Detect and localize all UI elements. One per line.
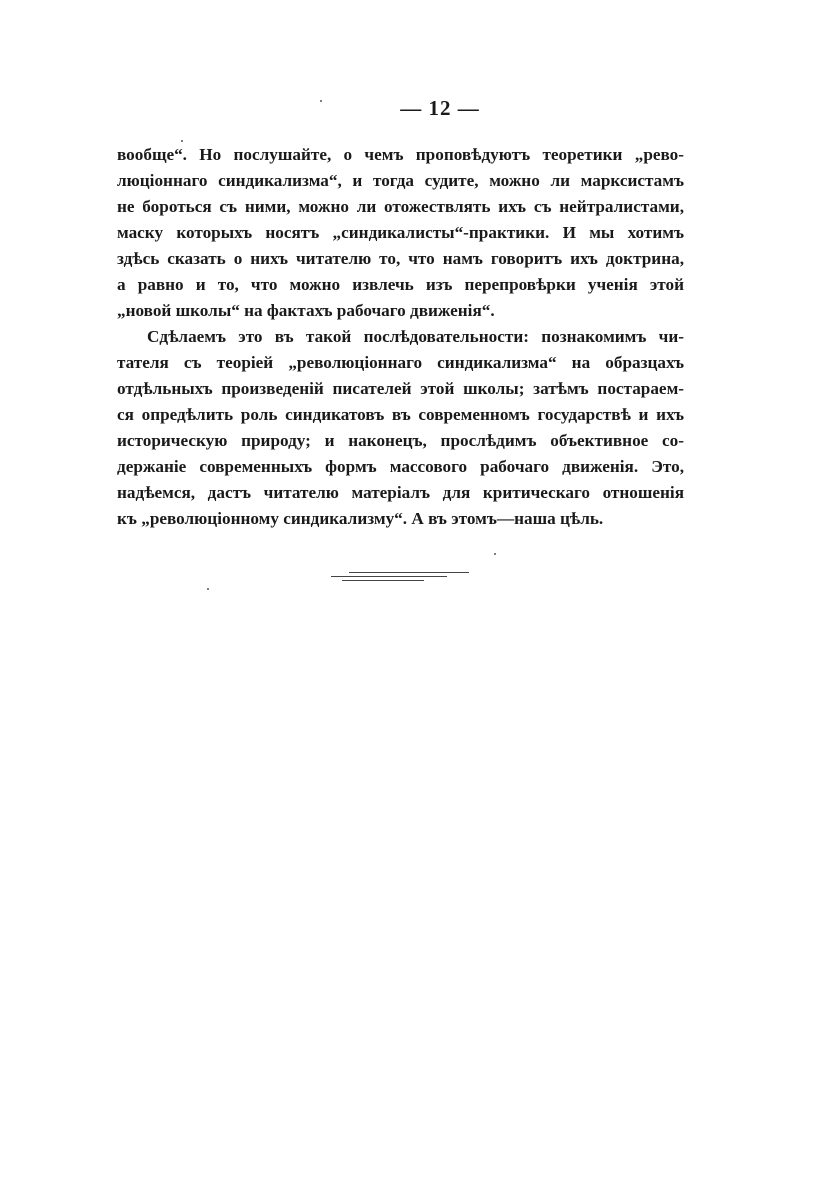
text-line: маску которыхъ носятъ „синдикалисты“-практики. И мы хотимъ [117,223,684,242]
text-line: ся опредѣлить роль синдикатовъ въ современномъ государствѣ и ихъ [117,405,684,424]
text-line: вообще“. Но послушайте, о чемъ проповѣдуютъ теоретики „рево- [117,145,684,164]
text-line: отдѣльныхъ произведеній писателей этой школы; затѣмъ постараем- [117,379,684,398]
text-line: надѣемся, дастъ читателю матеріалъ для критическаго отношенія [117,483,684,502]
print-speck [494,553,496,555]
page-number: — 12 — [400,96,480,120]
text-line: держаніе современныхъ формъ массового рабочаго движенія. Это, [117,457,684,476]
paragraph [117,324,684,532]
text-line: а равно и то, что можно извлечь изъ перепровѣрки ученія этой [117,275,684,294]
text-line: тателя съ теоріей „революціоннаго синдикализма“ на образцахъ [117,353,684,372]
ornament-rule [331,576,447,577]
text-line: здѣсь сказать о нихъ читателю то, что намъ говоритъ ихъ доктрина, [117,249,684,268]
text-line: Сдѣлаемъ это въ такой послѣдовательности: познакомимъ чи- [147,327,684,346]
print-speck [320,100,322,102]
print-speck [181,140,183,142]
text-line: къ „революціонному синдикализму“. А въ этомъ—наша цѣль. [117,509,604,528]
ornament-rule [342,580,424,581]
ornament-rule [349,572,469,573]
text-line: историческую природу; и наконецъ, прослѣдимъ объективное со- [117,431,684,450]
body-text [117,142,684,532]
print-speck [207,588,209,590]
text-line: люціоннаго синдикализма“, и тогда судите, можно ли марксистамъ [117,171,684,190]
paragraph [117,142,684,324]
text-line: не бороться съ ними, можно ли отожествлять ихъ съ нейтралистами, [117,197,684,216]
text-line: „новой школы“ на фактахъ рабочаго движенія“. [117,301,495,320]
